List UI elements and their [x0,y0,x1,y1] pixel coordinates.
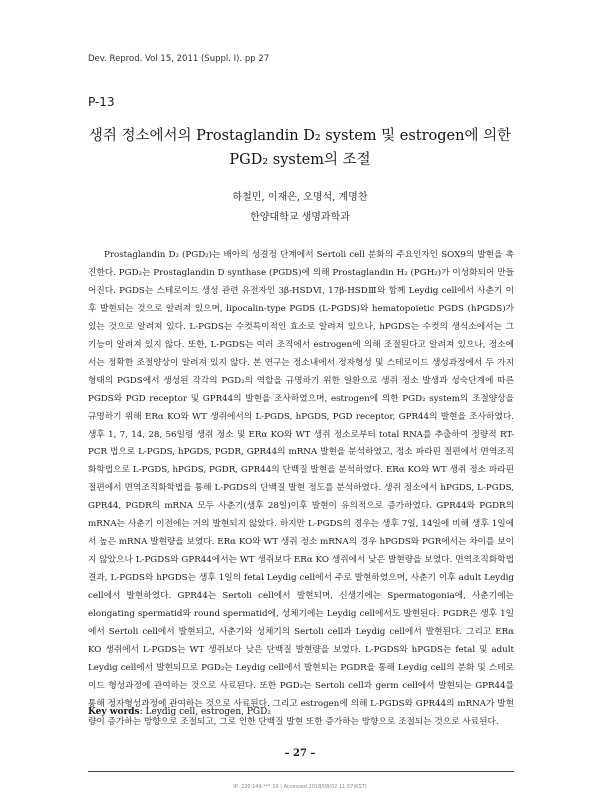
page-number: – 27 – [284,748,316,759]
authors: 하철민, 이재은, 오명석, 계명찬 [232,192,368,203]
page-divider [88,771,514,772]
keywords-text: : Leydig cell, estrogen, PGD₂ [139,707,271,717]
abstract-body [88,247,514,732]
journal-header: Dev. Reprod. Vol 15, 2011 (Suppl. I). pp 27 [88,54,270,64]
affiliation: 한양대학교 생명과학과 [250,212,350,223]
paper-title [60,124,540,172]
access-footer: IP: 220.149.***.10 | Accessed 2018/08/02 11:57(KST) [233,784,367,790]
title-line-2: PGD₂ system의 조절 [229,152,371,168]
keywords [88,707,271,717]
abstract-code: P-13 [88,95,115,109]
author-block [0,188,600,228]
title-line-1: 생쥐 정소에서의 Prostaglandin D₂ system 및 estrogen에 의한 [88,128,512,144]
abstract-paragraph: Prostaglandin D₂ (PGD₂)는 배아의 성결정 단계에서 Sertoli cell 분화의 주요인자인 SOX9의 발현을 촉진한다. PGD₂는 Prostaglandin D synthase (PGDS)에 의해 Prostaglandin H₂ (PGH₂)가 이성화되어 만들어진다. PGDS는 스테로이드 생성 관련 유전자인 3β-HSDⅥ, 17β-HSDⅢ와 함께 Leydig cell에서 사춘기 이후 발현되는 것으로 알려져 있으며, lipocalin-type PGDS (L-PGDS)와 hematopoietic PGDS (hPGDS)가 있는 것으로 알려져 있다. L-PGDS는 수컷특이적인 효소로 알려져 있으나, hPGDS는 수컷의 생식소에서는 그 기능이 알려져 있지 않다. 또한, L-PGDS는 여러 조직에서 estrogen에 의해 조절된다고 알려져 있으나, 정소에서는 정확한 조절양상이 알려져 있지 않다. 본 연구는 정소내에서 정자형성 및 스테로이드 생성과정에서 두 가지 형태의 PGDS에서 생성된 각각의 PGD₂의 역할을 규명하기 위한 일환으로 생쥐 정소 발생과 성숙단계에 따른 PGDS와 PGD receptor 및 GPR44의 발현을 조사하였으며, estrogen에 의한 PGD₂ system의 조절양상을 규명하기 위해 ERα KO와 WT 생쥐에서의 L-PGDS, hPGDS, PGD receptor, GPR44의 발현을 조사하였다. 생후 1, 7, 14, 28, 56일령 생쥐 정소 및 ERα KO와 WT 생쥐 정소로부터 total RNA를 추출하여 정량적 RT-PCR 법으로 L-PGDS, hPGDS, PGDR, GPR44의 mRNA 발현을 분석하였고, 정소 파라핀 절편에서 면역조직화학법으로 L-PGDS, hPGDS, PGDR, GPR44의 단백질 발현을 분석하였다. ERα KO와 WT 생쥐 정소 파라핀 절편에서 면역조직화학법을 통해 L-PGDS의 단백질 발현 정도를 분석하였다. 생쥐 정소에서 hPGDS, L-PGDS, GPR44, PGDR의 mRNA 모두 사춘기(생후 28일)이후 발현이 유의적으로 증가하였다. GPR44와 PGDR의 mRNA는 사춘기 이전에는 거의 발현되지 않았다. 하지만 L-PGDS의 경우는 생후 7일, 14일에 비해 생후 1일에서 높은 mRNA 발현량을 보였다. ERα KO와 WT 생쥐 정소 mRNA의 경우 hPGDS와 PGR에서는 차이를 보이지 않았으나 L-PGDS와 GPR44에서는 WT 생쥐보다 ERα KO 생쥐에서 낮은 발현량을 보였다. 면역조직화학법 결과, L-PGDS와 hPGDS는 생후 1일의 fetal Leydig cell에서 주로 발현하였으며, 사춘기 이후 adult Leydig cell에서 발현하였다. GPR44는 Sertoli cell에서 발현되며, 신생기에는 Spermatogonia에, 사춘기에는 elongating spermatid와 round spermatid에, 성체기에는 Leydig cell에서도 발현된다. PGDR은 생후 1일에서 Sertoli cell에서 발현되고, 사춘기와 성체기의 Sertoli cell과 Leydig cell에서 발현된다. 그리고 ERα KO 생쥐에서 L-PGDS는 WT 생쥐보다 낮은 단백질 발현량을 보였다. L-PGDS와 hPGDS는 fetal 및 adult Leydig cell에서 발현되므로 PGD₂는 Leydig cell에서 발현되는 PGDR을 통해 Leydig cell의 분화 및 스테로이드 형성과정에 관여하는 것으로 사료된다. 또한 PGD₂는 Sertoli cell과 germ cell에서 발현되는 GPR44를 통해 정자형성과정에 관여하는 것으로 사료된다. 그리고 estrogen에 의해 L-PGDS와 GPR44의 mRNA가 발현량이 증가하는 방향으로 조절되고, 그로 인한 단백질 발현 또한 증가하는 방향으로 조절되는 것으로 사료된다. [88,250,514,727]
keywords-label: Key words [88,707,140,717]
